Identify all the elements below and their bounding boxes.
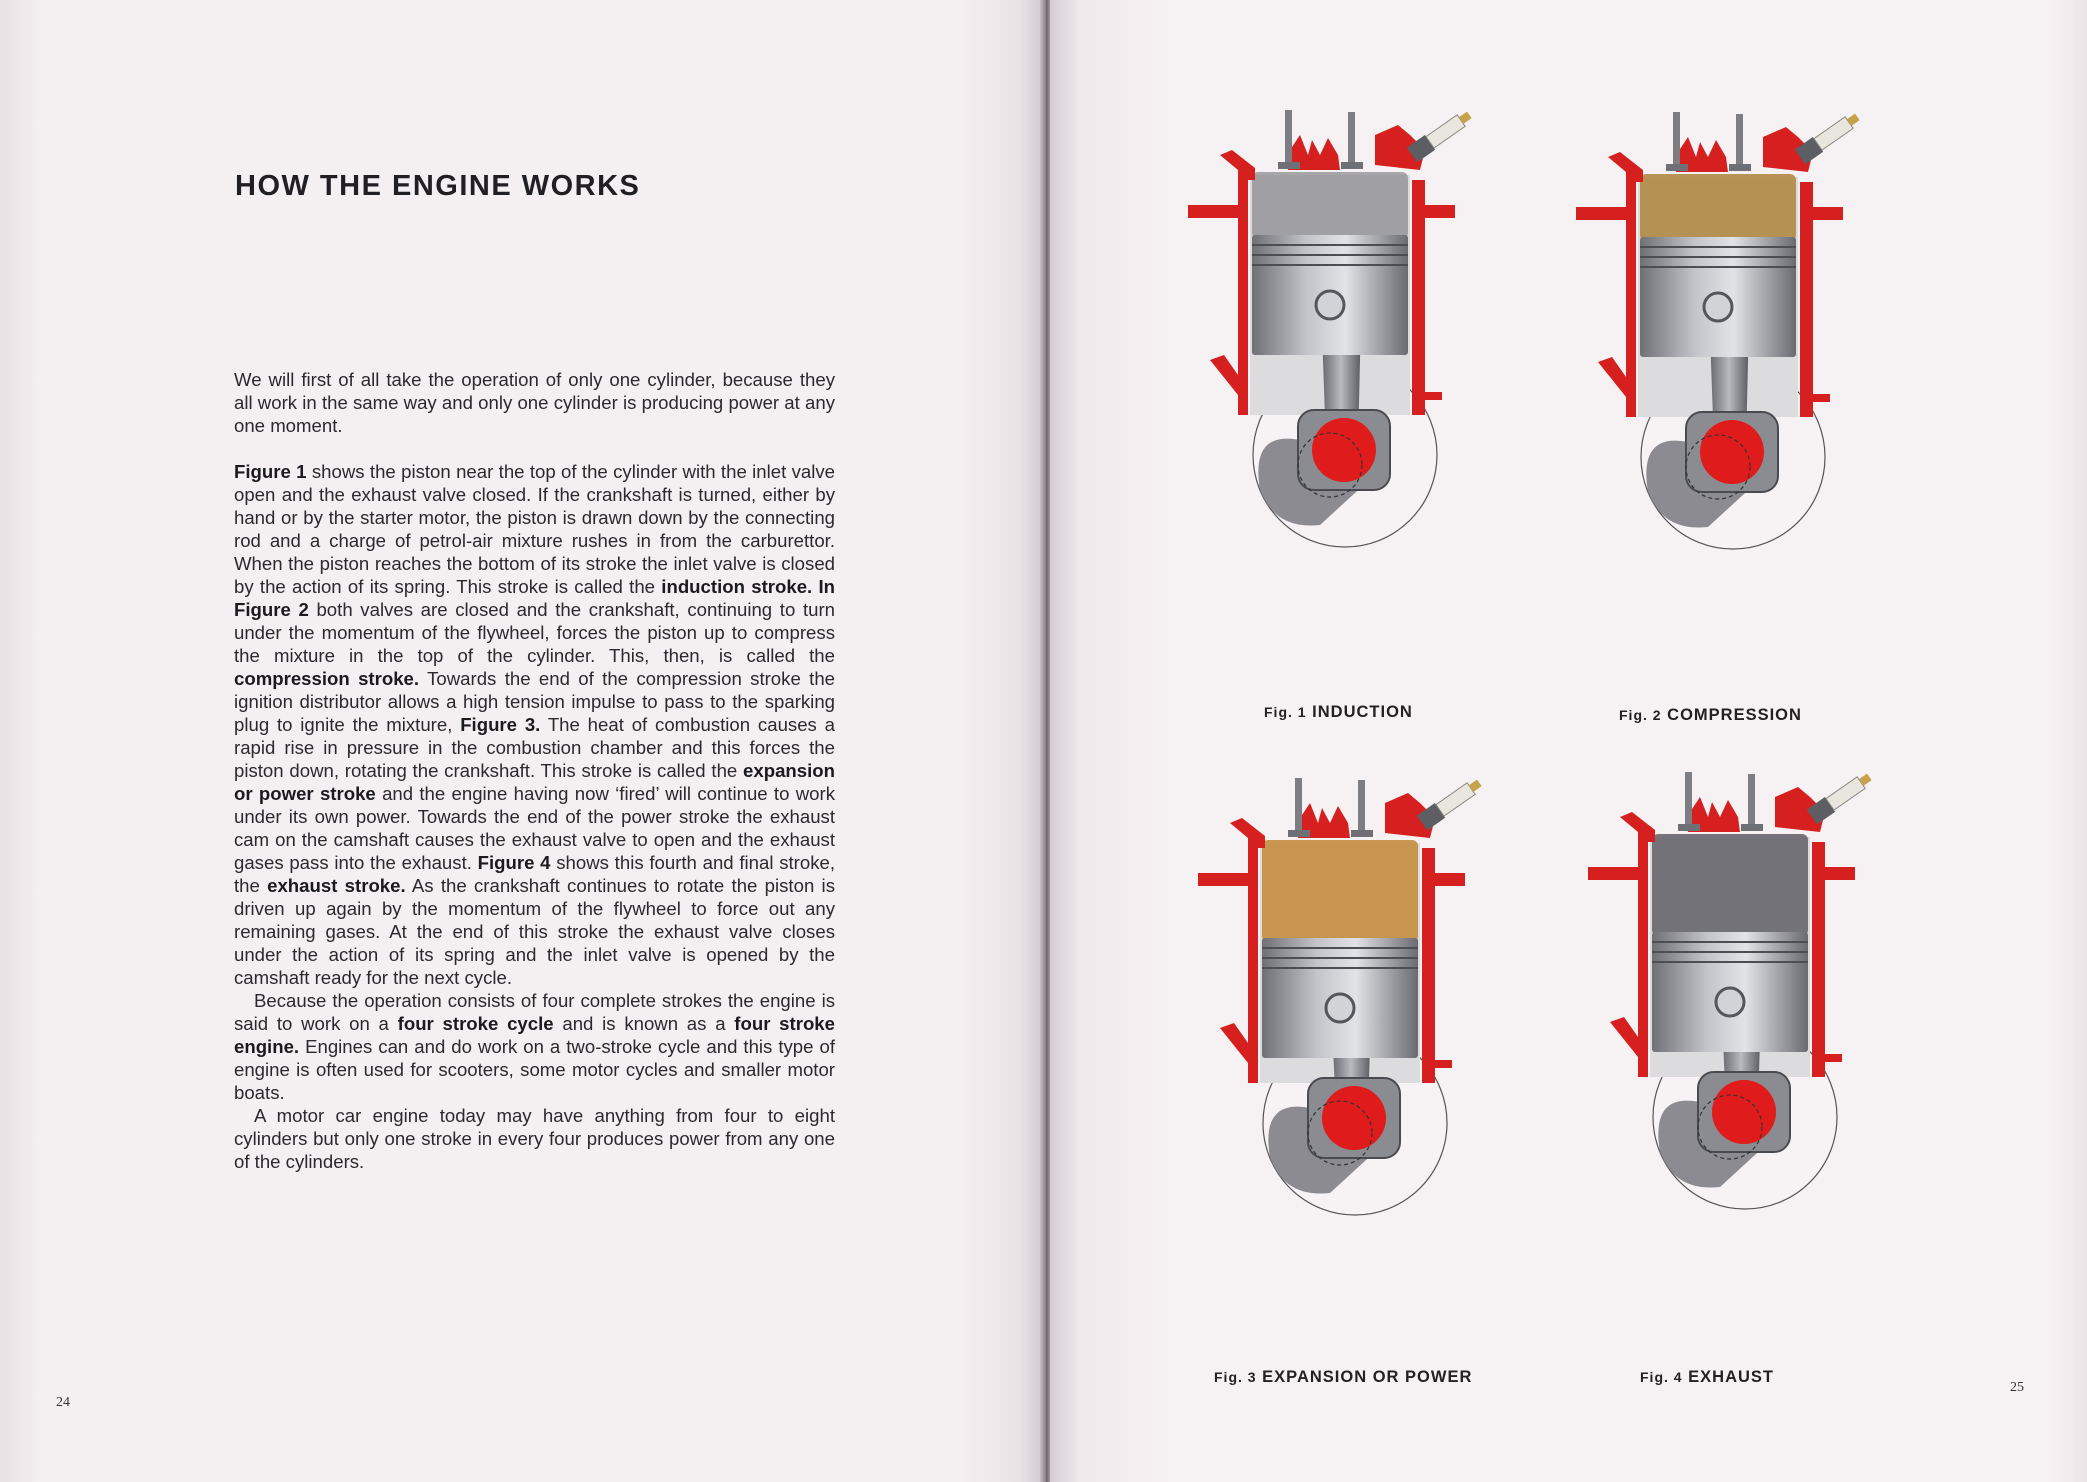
caption-number: Fig. 2 — [1619, 707, 1662, 723]
cylinder-wall-right — [1800, 182, 1843, 417]
caption-fig-2 — [1619, 706, 1802, 725]
bold-term: induction stroke. — [661, 576, 813, 597]
caption-title: EXHAUST — [1688, 1368, 1774, 1386]
text-run: The heat of combustion causes a rapid rise in pressure in the combustion chamber and this forces the piston down, rotating the crankshaft. This stroke is called the — [234, 714, 835, 781]
bold-term: four stroke engine. — [234, 1013, 835, 1057]
caption-fig-1 — [1264, 703, 1413, 722]
bold-term: In Figure 2 — [234, 576, 836, 620]
inlet-valve-stem — [1685, 772, 1692, 827]
crank-pin — [1322, 1086, 1386, 1150]
caption-title: INDUCTION — [1312, 703, 1413, 721]
page-number-right: 25 — [2010, 1380, 2024, 1395]
text-run: both valves are closed and the crankshaft, continuing to turn under the momentum of the flywheel, forces the piston up to compress the mixture in the top of the cylinder. This, then, is called the — [234, 599, 835, 666]
gas-charge — [1262, 840, 1418, 942]
exhaust-valve-stem — [1748, 774, 1755, 827]
engine-diagram-expansion — [1190, 778, 1530, 1218]
caption-number: Fig. 3 — [1214, 1369, 1257, 1385]
figure-1-induction — [1180, 110, 1520, 550]
piston — [1262, 938, 1418, 1058]
left-page — [0, 0, 1042, 1482]
text-run: We will first of all take the operation of only one cylinder, because they all work in the same way and only one cylinder is producing power at any one moment. — [234, 369, 835, 436]
cylinder-wall-left — [1588, 812, 1655, 1077]
cylinder-wall-right — [1412, 180, 1455, 415]
exhaust-valve-stem — [1358, 780, 1365, 833]
crank-pin — [1312, 418, 1376, 482]
spark-plug — [1807, 772, 1875, 824]
bold-term: compression stroke. — [234, 668, 420, 689]
text-run: A motor car engine today may have anything from four to eight cylinders but only one stroke in every four produces power from any one of the cylinders. — [234, 1105, 835, 1172]
exhaust-valve-head — [1351, 830, 1373, 837]
exhaust-valve-head — [1741, 824, 1763, 831]
text-run: shows this fourth and final stroke, the — [234, 852, 835, 896]
bold-term: Figure 1 — [234, 461, 307, 482]
figure-4-exhaust — [1580, 772, 1920, 1212]
spark-plug-insulator — [1814, 117, 1853, 150]
text-run: Because the operation consists of four complete strokes the engine is said to work on a — [234, 990, 835, 1034]
piston — [1652, 932, 1808, 1052]
gudgeon-pin — [1326, 994, 1354, 1022]
body-text — [234, 368, 835, 1173]
engine-diagram-induction — [1180, 110, 1520, 550]
gas-charge — [1252, 172, 1408, 239]
bold-term: Figure 4 — [477, 852, 551, 873]
body-paragraph — [234, 460, 835, 989]
inlet-valve-head — [1278, 162, 1300, 169]
cylinder-wall-left — [1198, 818, 1265, 1083]
page-number-left: 24 — [56, 1395, 70, 1410]
caption-number: Fig. 4 — [1640, 1369, 1683, 1385]
text-run: and is known as a — [553, 1013, 735, 1034]
text-run: Engines can and do work on a two-stroke cycle and this type of engine is often used for scooters, some motor cycles and smaller motor boats. — [234, 1036, 835, 1103]
spark-plug-insulator — [1426, 115, 1465, 148]
caption-title: EXPANSION OR POWER — [1262, 1368, 1473, 1386]
cylinder-wall-left — [1188, 150, 1255, 415]
spark-plug — [1407, 110, 1475, 162]
figure-3-expansion — [1190, 778, 1530, 1218]
text-run: Towards the end of the compression stroke the ignition distributor allows a high tension impulse to pass to the sparking plug to ignite the mixture, — [234, 668, 836, 735]
cylinder-wall-left — [1576, 152, 1643, 417]
inlet-valve-stem — [1285, 110, 1292, 165]
crank-pin — [1700, 420, 1764, 484]
gudgeon-pin — [1716, 988, 1744, 1016]
engine-diagram-compression — [1568, 112, 1908, 552]
cylinder-wall-right — [1812, 842, 1855, 1077]
page-heading: HOW THE ENGINE WORKS — [235, 170, 641, 202]
inlet-valve-head — [1666, 164, 1688, 171]
caption-fig-4 — [1640, 1368, 1774, 1387]
body-paragraph — [234, 368, 835, 437]
gudgeon-pin — [1704, 293, 1732, 321]
text-run: As the crankshaft continues to rotate the piston is driven up again by the momentum of the flywheel to force out any remaining gases. At the end of this stroke the exhaust valve closes under the action of its spring and the inlet valve is opened by the camshaft ready for the next cycle. — [234, 875, 835, 988]
spark-plug — [1417, 778, 1485, 830]
inlet-valve-stem — [1673, 112, 1680, 167]
inlet-valve-head — [1288, 830, 1310, 837]
text-run: shows the piston near the top of the cylinder with the inlet valve open and the exhaust valve closed. If the crankshaft is turned, either by hand or by the starter motor, the piston is drawn down by the connecting rod and a charge of petrol-air mixture rushes in from the carburettor. When the piston reaches the bottom of its stroke the inlet valve is closed by the action of its spring. This stroke is called the — [234, 461, 836, 597]
cylinder-wall-right — [1422, 848, 1465, 1083]
gudgeon-pin — [1316, 291, 1344, 319]
inlet-valve-stem — [1295, 778, 1302, 833]
bold-term: expansion or power stroke — [234, 760, 835, 804]
bold-term: exhaust stroke. — [267, 875, 406, 896]
inlet-valve-head — [1678, 824, 1700, 831]
caption-number: Fig. 1 — [1264, 704, 1307, 720]
crank-pin — [1712, 1080, 1776, 1144]
spark-plug — [1795, 112, 1863, 164]
exhaust-valve-stem — [1348, 112, 1355, 165]
piston — [1252, 235, 1408, 355]
gas-charge — [1640, 174, 1796, 241]
bold-term: Figure 3. — [460, 714, 541, 735]
piston — [1640, 237, 1796, 357]
spark-plug-insulator — [1436, 783, 1475, 816]
caption-fig-3 — [1214, 1368, 1472, 1387]
caption-title: COMPRESSION — [1667, 706, 1802, 724]
text-run: and the engine having now ‘fired’ will continue to work under its own power. Towards the end of the power stroke the exhaust cam on the camshaft causes the exhaust valve to open and the exhaust gases pass into the exhaust. — [234, 783, 835, 873]
body-paragraph — [234, 989, 835, 1104]
gas-charge — [1652, 834, 1808, 936]
figure-2-compression — [1568, 112, 1908, 552]
engine-diagram-exhaust — [1580, 772, 1920, 1212]
exhaust-valve-head — [1341, 162, 1363, 169]
spark-plug-insulator — [1826, 777, 1865, 810]
body-paragraph — [234, 1104, 835, 1173]
bold-term: four stroke cycle — [397, 1013, 554, 1034]
exhaust-valve-head — [1729, 164, 1751, 171]
exhaust-valve-stem — [1736, 114, 1743, 167]
